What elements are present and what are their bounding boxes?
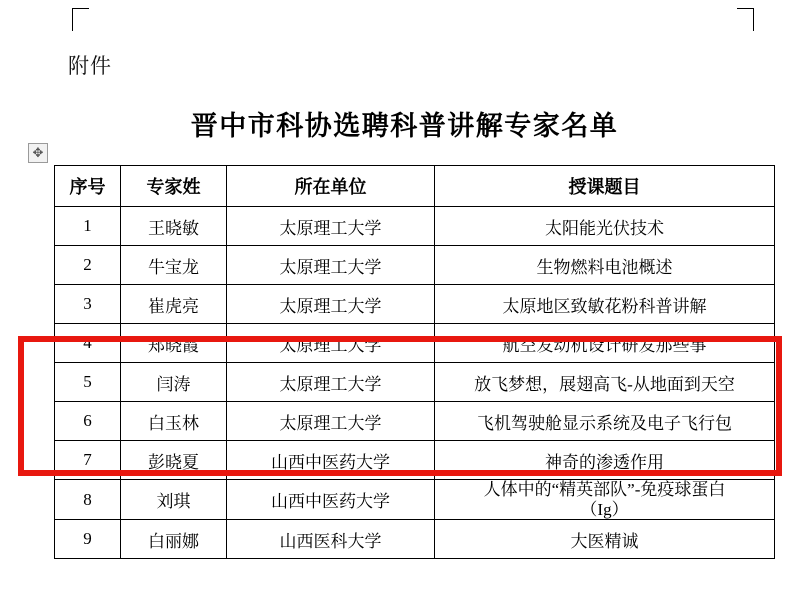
table-row xyxy=(55,324,775,363)
column-header-unit: 所在单位 xyxy=(227,166,435,207)
cell-topic xyxy=(435,480,775,520)
cell-no: 5 xyxy=(55,363,121,402)
table-row xyxy=(55,480,775,520)
cell-no: 2 xyxy=(55,246,121,285)
table-row xyxy=(55,402,775,441)
table-row xyxy=(55,363,775,402)
table-move-handle-icon[interactable]: ✥ xyxy=(28,143,48,163)
page-title: 晋中市科协选聘科普讲解专家名单 xyxy=(190,111,619,141)
cell-name: 王晓敏 xyxy=(121,207,227,246)
cell-name: 牛宝龙 xyxy=(121,246,227,285)
column-header-topic: 授课题目 xyxy=(435,166,775,207)
cell-no: 7 xyxy=(55,441,121,480)
table-header-row xyxy=(55,166,775,207)
cell-no: 8 xyxy=(55,480,121,520)
table-row xyxy=(55,520,775,559)
cell-name: 白丽娜 xyxy=(121,520,227,559)
cell-name: 崔虎亮 xyxy=(121,285,227,324)
cell-no: 1 xyxy=(55,207,121,246)
cell-no: 4 xyxy=(55,324,121,363)
cell-no: 6 xyxy=(55,402,121,441)
table-row xyxy=(55,207,775,246)
column-header-name: 专家姓 xyxy=(121,166,227,207)
table-row xyxy=(55,285,775,324)
cell-name: 郑晓霞 xyxy=(121,324,227,363)
cell-topic-line2: （Ig） xyxy=(580,499,629,519)
cell-unit: 山西医科大学 xyxy=(227,520,435,559)
attachment-label: 附件 xyxy=(68,54,112,78)
cell-unit: 太原理工大学 xyxy=(227,324,435,363)
cell-topic: 飞机驾驶舱显示系统及电子飞行包 xyxy=(435,402,775,441)
cell-unit: 太原理工大学 xyxy=(227,402,435,441)
cell-unit: 太原理工大学 xyxy=(227,363,435,402)
cell-topic: 太阳能光伏技术 xyxy=(435,207,775,246)
cell-name: 彭晓夏 xyxy=(121,441,227,480)
cell-name: 白玉林 xyxy=(121,402,227,441)
cell-unit: 山西中医药大学 xyxy=(227,441,435,480)
cell-topic: 生物燃料电池概述 xyxy=(435,246,775,285)
table-row xyxy=(55,441,775,480)
cell-no: 9 xyxy=(55,520,121,559)
cell-topic: 太原地区致敏花粉科普讲解 xyxy=(435,285,775,324)
crop-mark-top-right xyxy=(737,8,754,31)
cell-topic: 神奇的渗透作用 xyxy=(435,441,775,480)
cell-unit: 太原理工大学 xyxy=(227,285,435,324)
crop-mark-top-left xyxy=(72,8,89,31)
cell-topic: 航空发动机设计研发那些事 xyxy=(435,324,775,363)
cell-topic-line1: 人体中的“精英部队”-免疫球蛋白 xyxy=(483,480,726,499)
cell-unit: 山西中医药大学 xyxy=(227,480,435,520)
cell-unit: 太原理工大学 xyxy=(227,246,435,285)
cell-topic: 放飞梦想，展翅高飞-从地面到天空 xyxy=(435,363,775,402)
expert-roster-table xyxy=(54,165,775,559)
cell-name: 闫涛 xyxy=(121,363,227,402)
cell-name: 刘琪 xyxy=(121,480,227,520)
cell-topic: 大医精诚 xyxy=(435,520,775,559)
table-row xyxy=(55,246,775,285)
cell-no: 3 xyxy=(55,285,121,324)
cell-unit: 太原理工大学 xyxy=(227,207,435,246)
column-header-no: 序号 xyxy=(55,166,121,207)
